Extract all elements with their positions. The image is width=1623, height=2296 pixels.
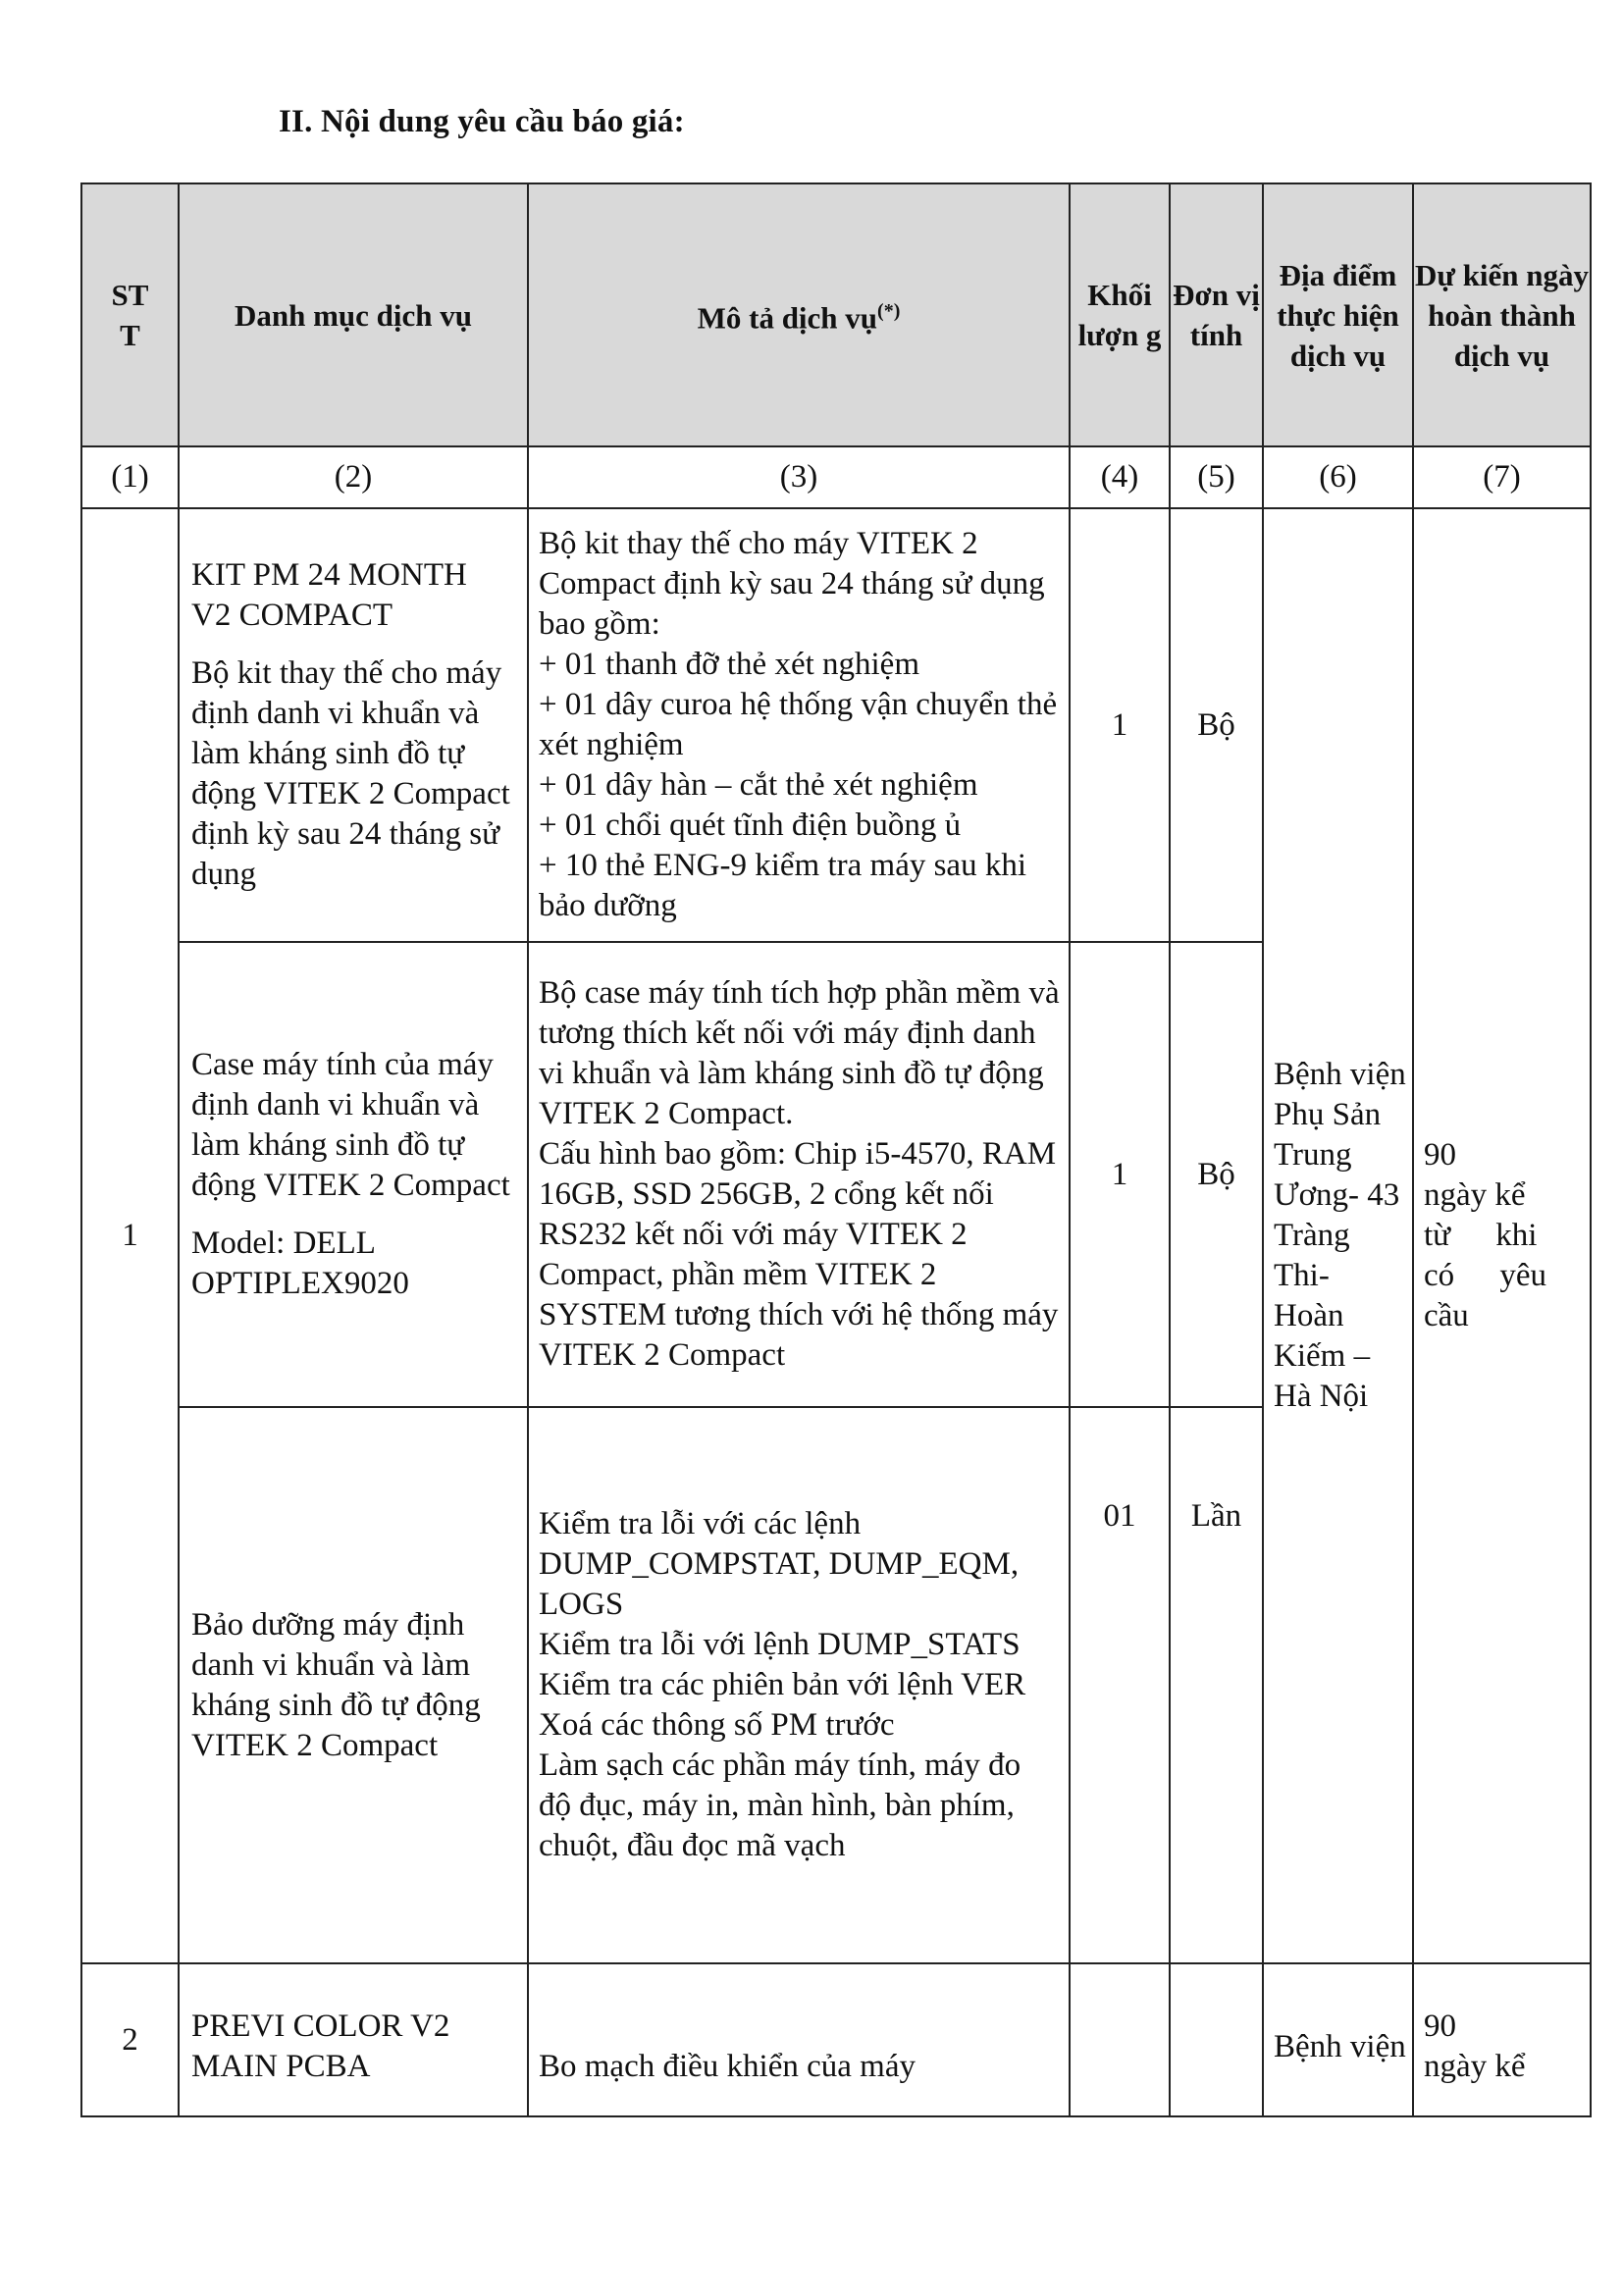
header-service-label: Danh mục dịch vụ (234, 297, 473, 333)
description-line: + 10 thẻ ENG-9 kiểm tra máy sau khi bảo dưỡng (539, 848, 1026, 923)
description-line: Cấu hình bao gồm: Chip i5-4570, RAM 16GB, SSD 256GB, 2 cổng kết nối RS232 kết nối với máy VITEK 2 Compact, phần mềm VITEK 2 SYSTEM tương thích với hệ thống máy VITEK 2 Compact (539, 1136, 1059, 1373)
service-name-cell (179, 1407, 528, 1963)
description-line: Bo mạch điều khiển của máy (539, 2048, 916, 2084)
quantity-cell: 1 (1070, 508, 1170, 942)
description-line: + 01 dây curoa hệ thống vận chuyển thẻ xét nghiệm (539, 687, 1058, 762)
header-unit-label: Đơn vị tính (1173, 278, 1260, 352)
stt-cell: 2 (81, 1963, 179, 2116)
unit-cell: Bộ (1170, 942, 1263, 1407)
table-row (81, 1963, 1591, 2116)
header-deadline (1413, 183, 1591, 446)
service-name: Bảo dưỡng máy định danh vi khuẩn và làm kháng sinh đồ tự động VITEK 2 Compact (191, 1606, 481, 1763)
deadline-line: 90 (1424, 1137, 1456, 1173)
column-number: (4) (1070, 446, 1170, 508)
description-line: + 01 thanh đỡ thẻ xét nghiệm (539, 647, 919, 682)
header-quantity (1070, 183, 1170, 446)
stt-cell: 1 (81, 508, 179, 1963)
service-name-cell (179, 508, 528, 942)
deadline-line: ngày kể (1424, 2049, 1526, 2084)
description-line: Bộ kit thay thế cho máy VITEK 2 Compact định kỳ sau 24 tháng sử dụng bao gồm: (539, 526, 1045, 642)
column-number-row (81, 446, 1591, 508)
header-quantity-label: Khối lượn g (1077, 278, 1162, 352)
description-cell (528, 942, 1070, 1407)
header-description (528, 183, 1070, 446)
location-cell: Bệnh viện (1263, 1963, 1413, 2116)
column-number: (2) (179, 446, 528, 508)
description-line: Kiểm tra lỗi với các lệnh DUMP_COMPSTAT, DUMP_EQM, LOGS (539, 1506, 1020, 1622)
service-detail: Model: DELL OPTIPLEX9020 (191, 1226, 409, 1301)
column-number: (5) (1170, 446, 1263, 508)
header-location-label: Địa điểm thực hiện dịch vụ (1277, 257, 1399, 373)
column-number: (6) (1263, 446, 1413, 508)
service-name: PREVI COLOR V2 MAIN PCBA (191, 2009, 450, 2084)
description-line: Làm sạch các phần máy tính, máy đo độ đục, máy in, màn hình, bàn phím, chuột, đầu đọc mã vạch (539, 1748, 1021, 1863)
quotation-table (80, 183, 1592, 2117)
description-cell (528, 508, 1070, 942)
description-line: Kiểm tra lỗi với lệnh DUMP_STATS (539, 1627, 1021, 1662)
deadline-cell (1413, 1963, 1591, 2116)
column-number: (3) (528, 446, 1070, 508)
header-location (1263, 183, 1413, 446)
deadline-cell (1413, 508, 1591, 1963)
description-line: Bộ case máy tính tích hợp phần mềm và tương thích kết nối với máy định danh vi khuẩn và làm kháng sinh đồ tự động VITEK 2 Compact. (539, 975, 1060, 1131)
location-cell: Bệnh viện Phụ Sản Trung Ương- 43 Tràng Thi- Hoàn Kiếm – Hà Nội (1263, 508, 1413, 1963)
header-unit (1170, 183, 1263, 446)
header-service (179, 183, 528, 446)
header-row (81, 183, 1591, 446)
service-name-cell (179, 942, 528, 1407)
quantity-cell (1070, 1963, 1170, 2116)
header-description-note: (*) (877, 300, 901, 323)
unit-cell: Lần (1170, 1407, 1263, 1963)
table-row (81, 508, 1591, 942)
description-cell (528, 1407, 1070, 1963)
description-line: + 01 chổi quét tĩnh điện buồng ủ (539, 808, 962, 843)
header-deadline-label: Dự kiến ngày hoàn thành dịch vụ (1414, 257, 1590, 373)
quantity-cell: 1 (1070, 942, 1170, 1407)
deadline-line: có yêu (1424, 1258, 1547, 1293)
deadline-line: 90 (1424, 2009, 1456, 2044)
deadline-line: ngày kể (1424, 1177, 1526, 1213)
quantity-cell: 01 (1070, 1407, 1170, 1963)
description-line: Xoá các thông số PM trước (539, 1707, 895, 1743)
description-line: Kiểm tra các phiên bản với lệnh VER (539, 1667, 1026, 1702)
service-name-cell (179, 1963, 528, 2116)
unit-cell: Bộ (1170, 508, 1263, 942)
deadline-line: từ khi (1424, 1218, 1538, 1253)
description-cell (528, 1963, 1070, 2116)
column-number: (1) (81, 446, 179, 508)
header-stt (81, 183, 179, 446)
deadline-line: cầu (1424, 1298, 1469, 1333)
header-stt-label: ST T (111, 278, 149, 352)
unit-cell (1170, 1963, 1263, 2116)
section-heading: II. Nội dung yêu cầu báo giá: (279, 104, 685, 139)
header-description-label: Mô tả dịch vụ (697, 300, 878, 336)
service-name: KIT PM 24 MONTH V2 COMPACT (191, 557, 467, 633)
service-detail: Bộ kit thay thế cho máy định danh vi khuẩn và làm kháng sinh đồ tự động VITEK 2 Compact định kỳ sau 24 tháng sử dụng (191, 655, 510, 892)
column-number: (7) (1413, 446, 1591, 508)
description-line: + 01 dây hàn – cắt thẻ xét nghiệm (539, 767, 978, 803)
service-name: Case máy tính của máy định danh vi khuẩn và làm kháng sinh đồ tự động VITEK 2 Compact (191, 1047, 510, 1203)
